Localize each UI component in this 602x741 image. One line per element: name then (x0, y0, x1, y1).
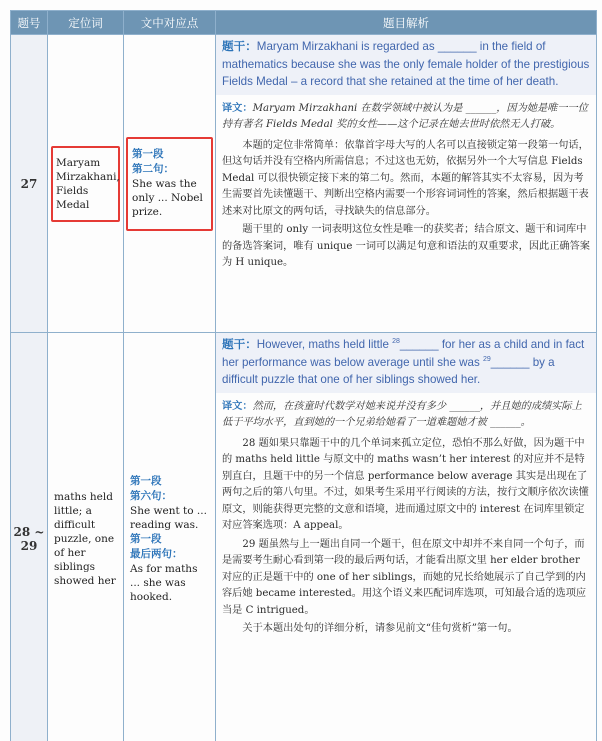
translation-label: 译文： (222, 102, 253, 114)
locator-highlight-box (51, 146, 120, 222)
paragraph-ref: 第一段 (130, 532, 162, 545)
translation-text: Maryam Mirzakhani 在数学领域中被认为是 ______，因为她是唯一一位持有著名 Fields Medal 奖的女性——这个记录在她去世时依然无人打破。 (222, 102, 588, 130)
analysis-cell (216, 333, 597, 741)
header-locator-words: 定位词 (48, 11, 124, 35)
paragraph-ref: 第一段 (132, 147, 164, 160)
question-stem (216, 35, 596, 95)
stem-label: 题干： (222, 40, 257, 53)
analysis-paragraph: 28 题如果只靠题干中的几个单词来孤立定位，恐怕不那么好做，因为题干中的 maths held little 与原文中的 maths wasn’t her interest 的对应并不是特别直白，且题干中的另一个信息 performance below average 其实是出现在了两句之后的第八句里。不过，如果考生采用平行阅读的方法，按行文顺序依次读懂原文，则能获得更完整的文意和语境，进而通过原文中的 interest 在词库里锁定对应答案选项：A appeal。 (222, 437, 589, 531)
sentence-ref: 最后两句： (130, 547, 183, 560)
paragraph-ref: 第一段 (130, 474, 162, 487)
question-number: 28 ~ 29 (11, 333, 48, 741)
stem-text: Maryam Mirzakhani is regarded as ______ in the field of mathematics because she was the only female holder of the prestigious Fields Medal – a record that she retained at the time of her death. (222, 40, 590, 88)
blank-number: 28 (392, 338, 400, 346)
translation-label: 译文： (222, 400, 253, 412)
question-number: 27 (11, 35, 48, 333)
header-analysis: 题目解析 (216, 11, 597, 35)
locator-text: Maryam Mirzakhani, Fields Medal (56, 156, 120, 211)
header-text-correspondence: 文中对应点 (124, 11, 216, 35)
correspondence-cell (124, 35, 216, 333)
stem-text-part: ______ by a difficult puzzle that one of her siblings showed her. (222, 355, 555, 386)
correspondence-text: As for maths ... she was hooked. (130, 562, 198, 603)
translation (216, 95, 596, 136)
analysis-paragraph: 29 题虽然与上一题出自同一个题干，但在原文中却并不来自同一个句子，而是需要考生耐心看到第一段的最后两句话，才能看出原文里 her elder brother 对应的正是题干中的 one of her siblings，而她的兄长给她展示了自己学到的内容后她 became interested。用这个语义来匹配词库选项，可知最合适的选项应当是 C intrigued。 (222, 538, 587, 616)
stem-text-part: However, maths held little (256, 338, 393, 351)
locator-text: maths held little; a difficult puzzle, one of her siblings showed her (54, 490, 116, 587)
header-question-number: 题号 (11, 11, 48, 35)
locator-cell (48, 333, 124, 741)
translation-text: 然而，在孩童时代数学对她来说并没有多少 ______，并且她的成绩实际上低于平均水平，直到她的一个兄弟给她看了一道难题她才被 ______。 (222, 400, 582, 428)
sentence-ref: 第二句： (132, 162, 174, 175)
question-stem (216, 333, 596, 393)
question-analysis-table (10, 10, 597, 741)
analysis-cell (216, 35, 597, 333)
correspondence-cell (124, 333, 216, 741)
analysis-paragraph: 本题的定位非常简单：依靠首字母大写的人名可以直接锁定第一段第一句话，但这句话并没有空格内所需信息；不过这也无妨，依据另外一个大写信息 Fields Medal 可以很快锁定接下来的第二句。然而，本题的解答其实不太容易，因为考生需要首先读懂题干、判断出空格内需要一个形容词词性的答案，然后根据题干表述来对比原文的两句话，寻找缺失的信息部分。 (222, 139, 589, 217)
blank-number: 29 (483, 355, 491, 363)
correspondence-text: She was the only ... Nobel prize. (132, 177, 203, 218)
correspondence-text: She went to ... reading was. (130, 504, 207, 531)
stem-label: 题干： (222, 338, 257, 351)
analysis-paragraph: 关于本题出处句的详细分析，请参见前文“佳句赏析”第一句。 (242, 623, 518, 634)
table-header-row (11, 11, 597, 35)
sentence-ref: 第六句： (130, 489, 172, 502)
table-row (11, 35, 597, 333)
correspondence-highlight-box (126, 137, 213, 231)
stem-text-part: ______ for her as a child and in fact her performance was below average until she was (222, 338, 585, 369)
locator-cell (48, 35, 124, 333)
table-row (11, 333, 597, 741)
translation (216, 393, 596, 434)
analysis-paragraph: 题干里的 only 一词表明这位女性是唯一的获奖者；结合原文、题干和词库中的备选答案词，唯有 unique 一词可以满足句意和语法的双重要求，因此正确答案为 H unique。 (222, 224, 590, 268)
